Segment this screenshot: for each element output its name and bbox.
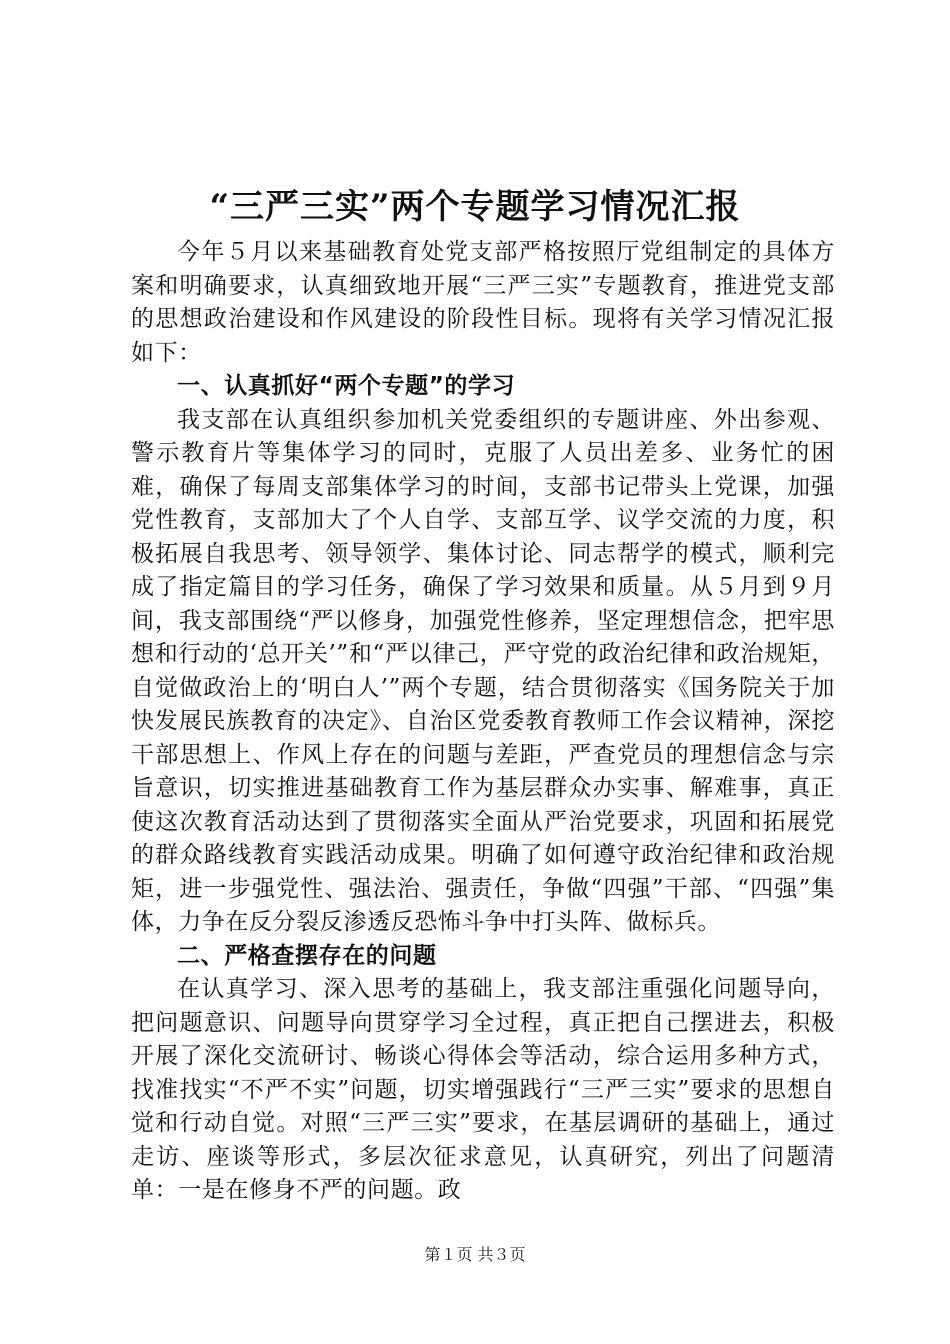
section-body-2: 在认真学习、深入思考的基础上，我支部注重强化问题导向，把问题意识、问题导向贯穿学习全过程，真正把自己摆进去，积极开展了深化交流研讨、畅谈心得体会等活动，综合运用多种方式，找准找实“不严不实”问题，切实增强践行“三严三实”要求的思想自觉和行动自觉。对照“三严三实”要求，在基层调研的基础上，通过走访、座谈等形式，多层次征求意见，认真研究，列出了问题清单：一是在修身不严的问题。政	[131, 976, 835, 1203]
section-body-1: 我支部在认真组织参加机关党委组织的专题讲座、外出参观、警示教育片等集体学习的同时，克服了人员出差多、业务忙的困难，确保了每周支部集体学习的时间，支部书记带头上党课，加强党性教育，支部加大了个人自学、支部互学、议学交流的力度，积极拓展自我思考、领导领学、集体讨论、同志帮学的模式，顺利完成了指定篇目的学习任务，确保了学习效果和质量。从５月到９月间，我支部围绕“严以修身，加强党性修养，坚定理想信念，把牢思想和行动的‘总开关’”和“严以律己，严守党的政治纪律和政治规矩，自觉做政治上的‘明白人’”两个专题，结合贯彻落实《国务院关于加快发展民族教育的决定》、自治区党委教育教师工作会议精神，深挖干部思想上、作风上存在的问题与差距，严查党员的理想信念与宗旨意识，切实推进基础教育工作为基层群众办实事、解难事，真正使这次教育活动达到了贯彻落实全面从严治党要求，巩固和拓展党的群众路线教育实践活动成果。明确了如何遵守政治纪律和政治规矩，进一步强党性、强法治、强责任，争做“四强”干部、“四强”集体，力争在反分裂反渗透反恐怖斗争中打头阵、做标兵。	[131, 406, 835, 935]
page-footer: 第１页 共３页	[424, 1245, 526, 1264]
section-heading-1: 一、认真抓好“两个专题”的学习	[177, 373, 516, 399]
intro-paragraph: 今年５月以来基础教育处党支部严格按照厅党组制定的具体方案和明确要求，认真细致地开展“三严三实”专题教育，推进党支部的思想政治建设和作风建设的阶段性目标。现将有关学习情况汇报如下：	[131, 239, 835, 366]
document-title: “三严三实”两个专题学习情况汇报	[209, 187, 741, 227]
document-body	[131, 236, 835, 1208]
section-heading-2: 二、严格查摆存在的问题	[177, 942, 437, 969]
